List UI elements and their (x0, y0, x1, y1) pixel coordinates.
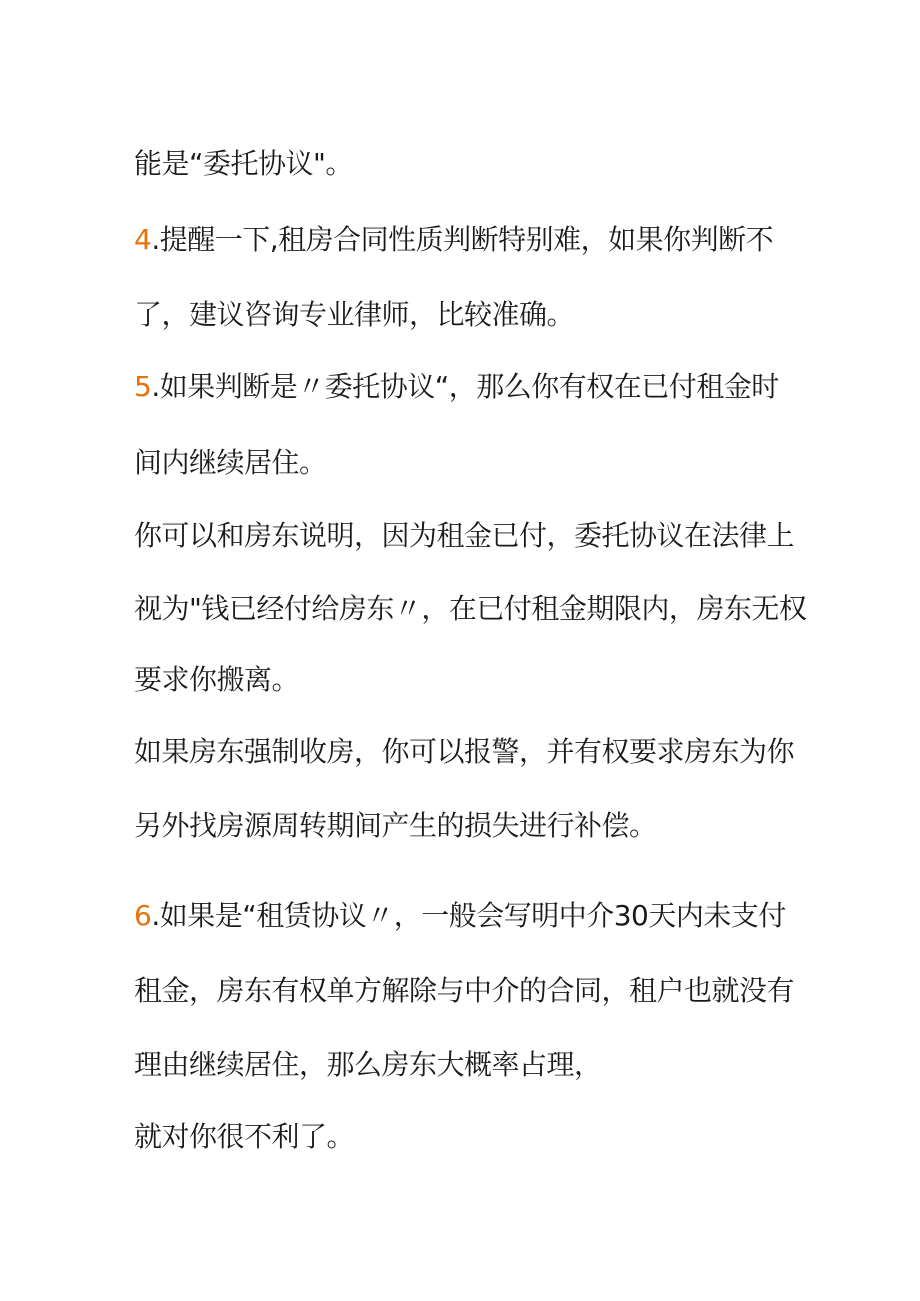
text-line-6: 你可以和房东说明，因为租金已付，委托协议在法律上 (134, 519, 795, 552)
item-5-text: .如果判断是〃委托协议“，那么你有权在已付租金时 (151, 370, 779, 403)
item-4-text: .提醒一下,租房合同性质判断特别难，如果你判断不 (151, 223, 774, 256)
text-line-10: 另外找房源周转期间产生的损失进行补偿。 (134, 809, 657, 842)
item-number-4: 4 (134, 223, 152, 256)
item-5-line-2: 间内继续居住。 (134, 446, 327, 479)
item-6-line-4: 就对你很不利了。 (134, 1120, 355, 1153)
text-line-8: 要求你搬离。 (134, 663, 300, 696)
item-4-line-2: 了，建议咨询专业律师，比较准确。 (134, 298, 575, 331)
item-6-line-2: 租金，房东有权单方解除与中介的合同，租户也就没有 (134, 974, 795, 1007)
item-number-6: 6 (134, 899, 152, 932)
item-5-line-1 (134, 369, 779, 405)
item-6-text: .如果是“租赁协议〃，一般会写明中介30天内未支付 (151, 899, 786, 932)
item-6-line-3: 理由继续居住，那么房东大概率占理， (134, 1048, 602, 1081)
item-6-line-1 (134, 898, 786, 934)
text-line-7: 视为"钱已经付给房东〃，在已付租金期限内，房东无权 (134, 592, 807, 625)
text-line-1: 能是“委托协议"。 (134, 147, 353, 180)
text-line-9: 如果房东强制收房，你可以报警，并有权要求房东为你 (134, 735, 795, 768)
item-4-line-1 (134, 222, 773, 258)
item-number-5: 5 (134, 370, 152, 403)
